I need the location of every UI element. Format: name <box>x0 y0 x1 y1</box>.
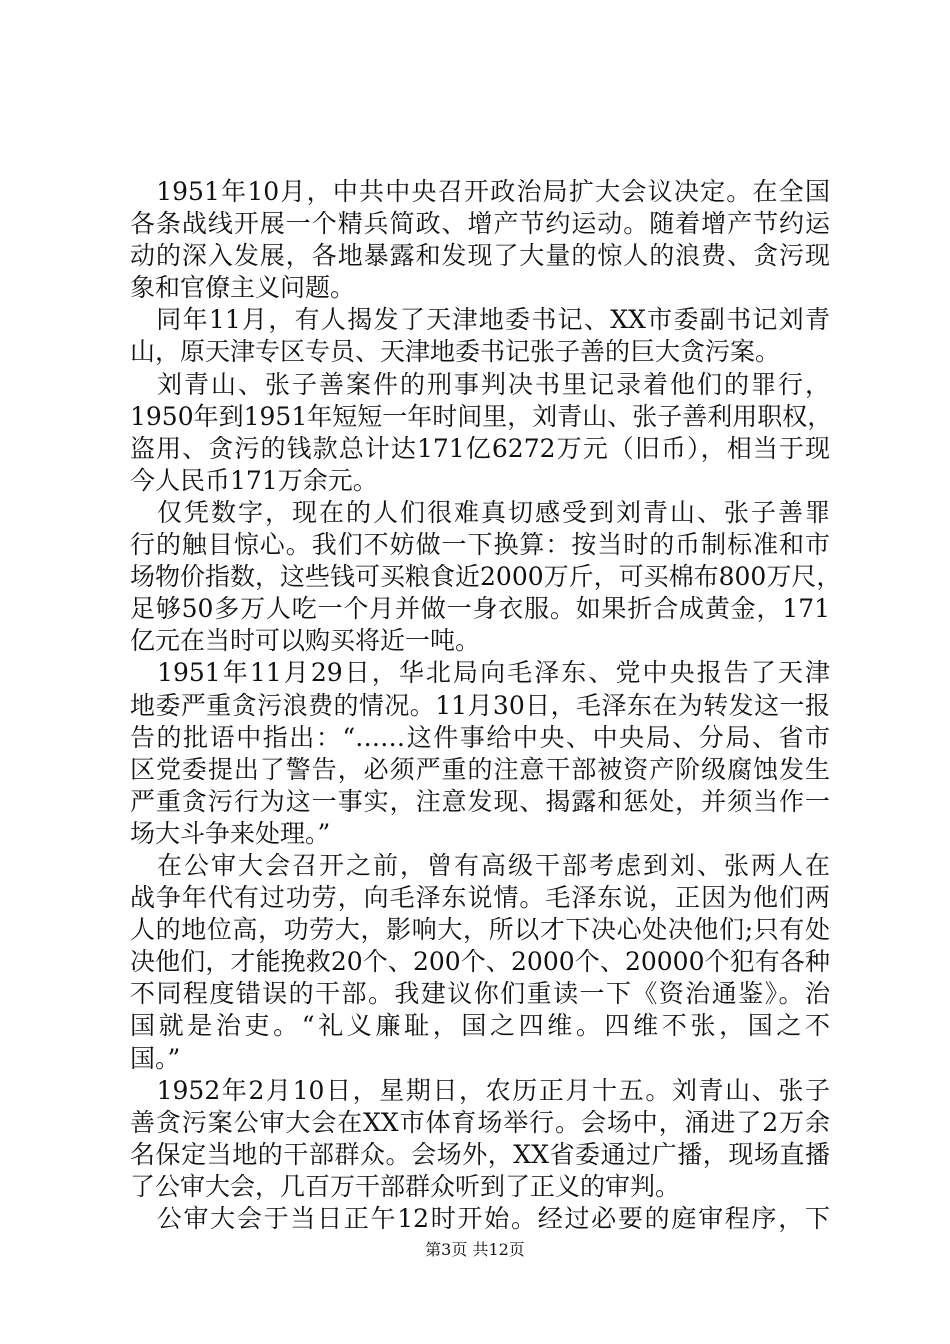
text-line: 善贪污案公审大会在XX市体育场举行。会场中，涌进了2万余 <box>130 1107 830 1137</box>
text-line: 人的地位高，功劳大，影响大，所以才下决心处决他们;只有处 <box>130 915 830 945</box>
text-line: 区党委提出了警告，必须严重的注意干部被资产阶级腐蚀发生 <box>130 754 830 784</box>
text-line: 地委严重贪污浪费的情况。11月30日，毛泽东在为转发这一报 <box>130 690 830 720</box>
text-line: 场物价指数，这些钱可买粮食近2000万斤，可买棉布800万尺， <box>130 562 842 592</box>
text-line: 盗用、贪污的钱款总计达171亿6272万元（旧币），相当于现 <box>130 433 830 463</box>
text-line: 1951年10月，中共中央召开政治局扩大会议决定。在全国 <box>130 177 830 206</box>
text-line: 公审大会于当日正午12时开始。经过必要的庭审程序，下 <box>130 1204 830 1233</box>
text-line: 在公审大会召开之前，曾有高级干部考虑到刘、张两人在 <box>130 850 830 880</box>
text-line: 战争年代有过功劳，向毛泽东说情。毛泽东说，正因为他们两 <box>130 883 830 913</box>
text-line: 行的触目惊心。我们不妨做一下换算：按当时的币制标准和市 <box>130 530 830 560</box>
text-line: 名保定当地的干部群众。会场外，XX省委通过广播，现场直播 <box>130 1139 830 1169</box>
text-line: 1951年11月29日，华北局向毛泽东、党中央报告了天津 <box>130 658 830 688</box>
text-line: 1950年到1951年短短一年时间里，刘青山、张子善利用职权， <box>130 401 833 431</box>
text-line: 刘青山、张子善案件的刑事判决书里记录着他们的罪行， <box>130 369 830 399</box>
text-line: 国。” <box>130 1043 181 1073</box>
text-line: 足够50多万人吃一个月并做一身衣服。如果折合成黄金，171 <box>130 594 830 624</box>
text-line: 动的深入发展，各地暴露和发现了大量的惊人的浪费、贪污现 <box>130 241 830 271</box>
text-line: 告的批语中指出：“……这件事给中央、中央局、分局、省市 <box>130 722 830 752</box>
text-line: 1952年2月10日，星期日，农历正月十五。刘青山、张子 <box>130 1075 830 1105</box>
text-line: 山，原天津专区专员、天津地委书记张子善的巨大贪污案。 <box>130 337 781 367</box>
text-line: 今人民币171万余元。 <box>130 465 378 495</box>
text-line: 同年11月，有人揭发了天津地委书记、XX市委副书记刘青 <box>130 305 830 335</box>
text-line: 国就是治吏。“礼义廉耻，国之四维。四维不张，国之不 <box>130 1011 830 1041</box>
text-line: 象和官僚主义问题。 <box>130 273 356 303</box>
document-body <box>130 176 842 1235</box>
text-line: 了公审大会，几百万干部群众听到了正义的审判。 <box>130 1171 681 1201</box>
text-line: 决他们，才能挽救20个、200个、2000个、20000个犯有各种 <box>130 947 830 977</box>
text-line: 严重贪污行为这一事实，注意发现、揭露和惩处，并须当作一 <box>130 786 830 816</box>
text-line: 仅凭数字，现在的人们很难真切感受到刘青山、张子善罪 <box>130 497 830 527</box>
page-footer: 第3页 共12页 <box>425 1240 525 1259</box>
text-line: 场大斗争来处理。” <box>130 818 331 848</box>
text-line: 亿元在当时可以购买将近一吨。 <box>130 626 481 656</box>
text-line: 各条战线开展一个精兵简政、增产节约运动。随着增产节约运 <box>130 209 830 239</box>
text-line: 不同程度错误的干部。我建议你们重读一下《资治通鉴》。治 <box>130 979 830 1009</box>
